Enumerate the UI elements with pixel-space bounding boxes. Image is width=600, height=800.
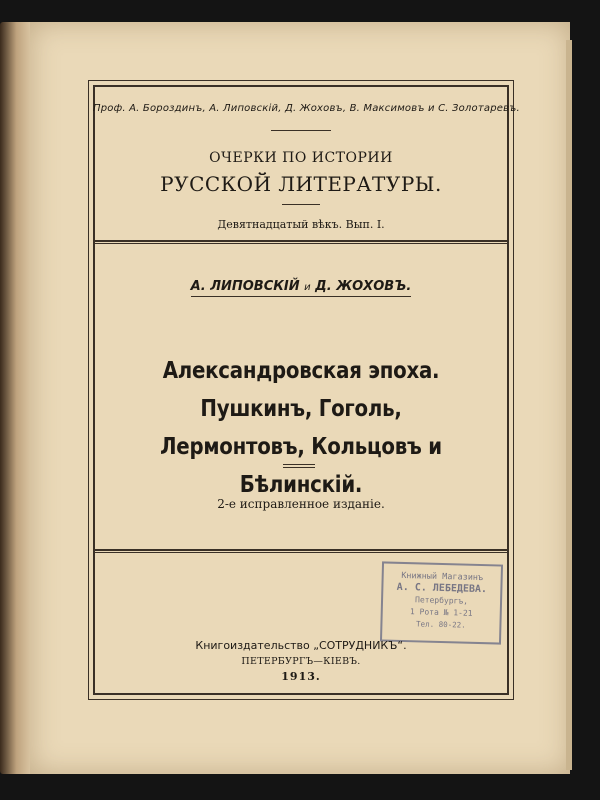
publication-year: 1913. bbox=[281, 670, 321, 683]
book-author-2: Д. ЖОХОВЪ. bbox=[315, 279, 412, 294]
authors-underline bbox=[191, 296, 411, 297]
series-title-line1: ОЧЕРКИ ПО ИСТОРИИ bbox=[209, 150, 393, 166]
stamp-line3: Петербургъ, bbox=[414, 595, 469, 606]
book-author-conj: и bbox=[304, 282, 311, 293]
short-rule-2 bbox=[282, 204, 320, 205]
book-spine bbox=[0, 22, 30, 774]
stamp-line5: Тел. 80-22. bbox=[415, 619, 466, 630]
book-author-1: А. ЛИПОВСКІЙ bbox=[190, 279, 300, 294]
book-authors bbox=[93, 279, 509, 294]
stamp-line2: А. С. ЛЕБЕДЕВА. bbox=[396, 581, 488, 596]
ornament-rule-a bbox=[283, 464, 315, 465]
book-title-line1: Александровская эпоха. Пушкинъ, Гоголь, bbox=[162, 358, 440, 422]
series-title-line2: РУССКОЙ ЛИТЕРАТУРЫ. bbox=[160, 172, 442, 196]
short-rule-1 bbox=[271, 130, 331, 131]
divider-bottom bbox=[93, 549, 509, 553]
bookseller-stamp bbox=[380, 561, 503, 644]
series-authors: Проф. А. Бороздинъ, А. Липовскій, Д. Жоховъ, В. Максимовъ и С. Золотаревъ. bbox=[93, 103, 520, 114]
stamp-line4: 1 Рота № 1-21 bbox=[409, 607, 473, 618]
divider-top bbox=[93, 240, 509, 244]
page-edge bbox=[566, 40, 572, 770]
stamp-line1: Книжный Магазинъ bbox=[401, 570, 484, 584]
edition-note: 2-е исправленное изданіе. bbox=[217, 497, 385, 511]
book-title-line2: Лермонтовъ, Кольцовъ и Бѣлинскій. bbox=[160, 434, 442, 498]
publisher-name: Книгоиздательство „СОТРУДНИКЪ“. bbox=[195, 639, 407, 652]
book-title bbox=[122, 352, 480, 504]
ornament-rule-b bbox=[283, 467, 315, 468]
series-volume: Девятнадцатый вѣкъ. Вып. I. bbox=[217, 218, 385, 231]
publisher-cities: ПЕТЕРБУРГЪ—КІЕВЪ. bbox=[241, 656, 361, 667]
